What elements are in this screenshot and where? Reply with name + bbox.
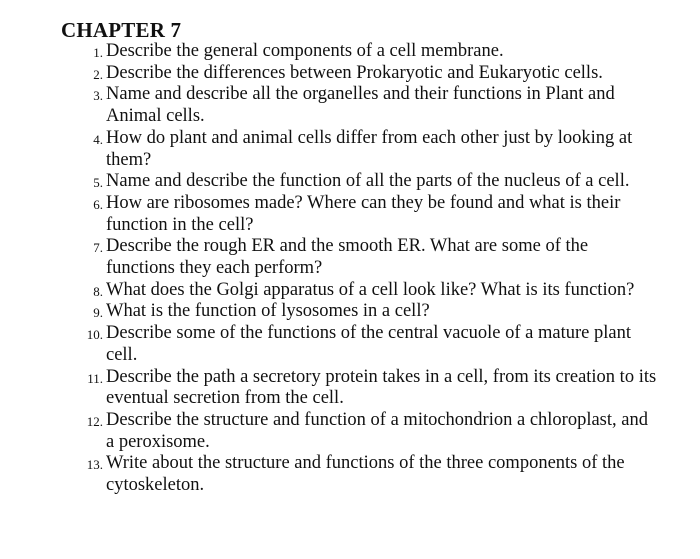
- question-item: [0, 41, 700, 63]
- question-number: 13.: [86, 457, 103, 473]
- question-item: [0, 171, 700, 193]
- question-text: Describe the rough ER and the smooth ER. What are some of the functions they each perform?: [106, 236, 589, 279]
- question-item: [0, 63, 700, 85]
- question-item: [0, 193, 700, 236]
- question-number: 5.: [93, 175, 103, 191]
- question-text: Name and describe all the organelles and their functions in Plant and Animal cells.: [106, 84, 615, 127]
- question-item: [0, 128, 700, 171]
- question-number: 6.: [93, 196, 103, 212]
- question-text: What does the Golgi apparatus of a cell look like? What is its function?: [106, 279, 635, 300]
- question-item: [0, 323, 700, 366]
- question-text: Describe the differences between Prokaryotic and Eukaryotic cells.: [106, 62, 603, 83]
- chapter-title: CHAPTER 7: [61, 18, 182, 42]
- question-number: 4.: [93, 131, 103, 147]
- question-text: Describe the general components of a cell membrane.: [106, 41, 504, 61]
- question-item: [0, 410, 700, 453]
- question-item: [0, 453, 700, 496]
- question-item: [0, 236, 700, 279]
- question-number: 2.: [93, 66, 103, 82]
- question-number: 10.: [86, 327, 103, 343]
- question-item: [0, 301, 700, 323]
- question-text: Name and describe the function of all the parts of the nucleus of a cell.: [106, 171, 630, 192]
- question-item: [0, 84, 700, 127]
- question-number: 11.: [87, 370, 103, 386]
- question-item: [0, 280, 700, 302]
- question-text: Describe some of the functions of the central vacuole of a mature plant cell.: [106, 323, 631, 365]
- question-text: What is the function of lysosomes in a cell?: [106, 301, 430, 322]
- question-text: Describe the path a secretory protein takes in a cell, from its creation to its eventual secretion from the cell.: [106, 366, 657, 409]
- question-number: 3.: [93, 88, 103, 104]
- question-text: How do plant and animal cells differ from each other just by looking at them?: [106, 127, 633, 170]
- question-text: How are ribosomes made? Where can they be found and what is their function in the cell?: [106, 192, 621, 235]
- question-number: 8.: [93, 283, 103, 299]
- question-number: 12.: [86, 413, 103, 429]
- question-number: 7.: [93, 240, 103, 256]
- question-text: Describe the structure and function of a mitochondrion a chloroplast, and a peroxisome.: [106, 409, 648, 452]
- question-number: 1.: [93, 45, 103, 60]
- question-text: Write about the structure and functions of the three components of the cytoskeleton.: [106, 453, 625, 496]
- question-list: [0, 41, 700, 497]
- question-number: 9.: [93, 305, 103, 321]
- question-item: [0, 367, 700, 410]
